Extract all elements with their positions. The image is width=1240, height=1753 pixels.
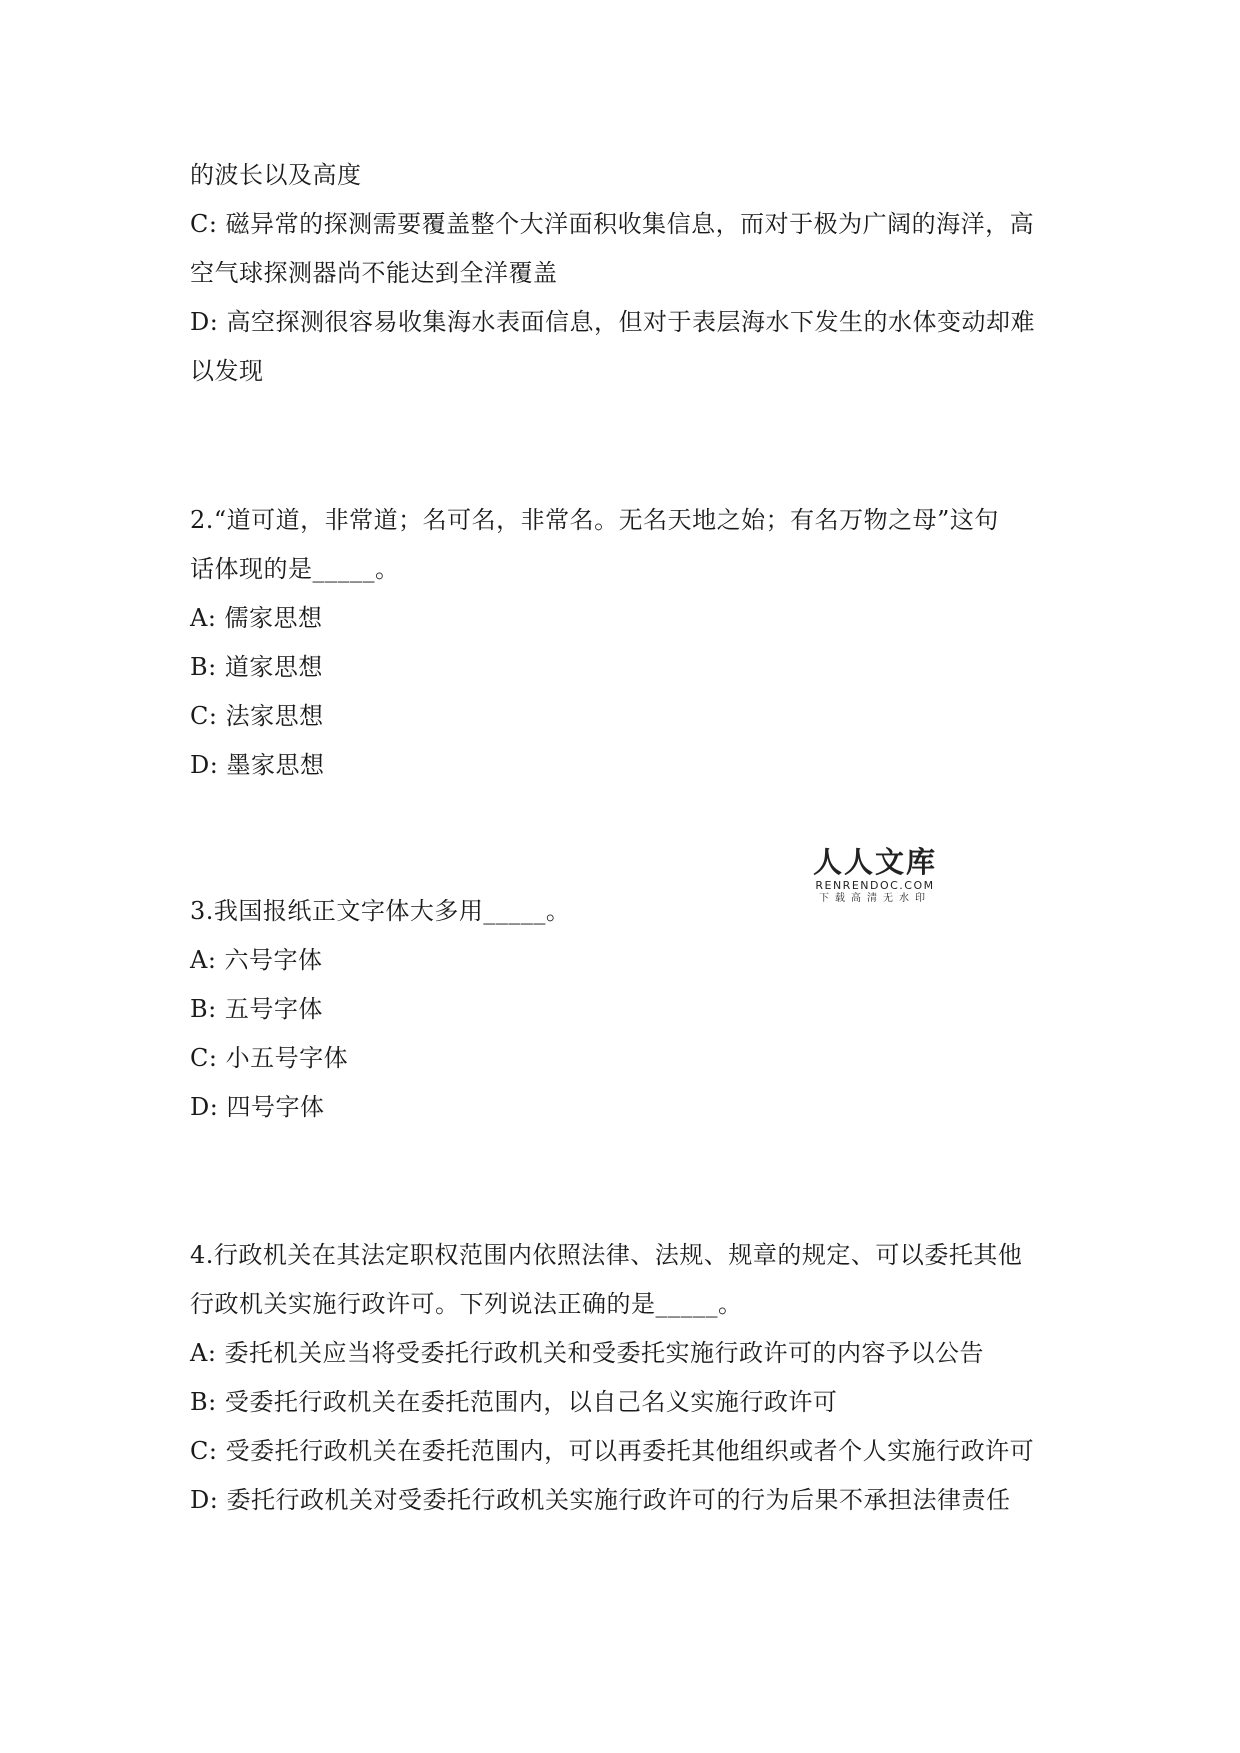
- q4-option-a: A: 委托机关应当将受委托行政机关和受委托实施行政许可的内容予以公告: [190, 1339, 985, 1367]
- q4-option-b: B: 受委托行政机关在委托范围内，以自己名义实施行政许可: [190, 1388, 838, 1416]
- q1-option-d-continuation: 以发现: [190, 357, 264, 385]
- q2-option-c: C: 法家思想: [190, 702, 324, 730]
- q2-option-b: B: 道家思想: [190, 653, 323, 681]
- q3-stem: 3.我国报纸正文字体大多用_____。: [190, 897, 571, 925]
- q2-stem-continuation: 话体现的是_____。: [190, 555, 400, 583]
- watermark-title: 人人文库: [812, 845, 937, 879]
- q3-option-a: A: 六号字体: [190, 946, 323, 974]
- q4-stem: 4.行政机关在其法定职权范围内依照法律、法规、规章的规定、可以委托其他: [190, 1241, 1023, 1269]
- q1-option-b-continuation: 的波长以及高度: [190, 161, 362, 189]
- q3-option-c: C: 小五号字体: [190, 1044, 349, 1072]
- q4-stem-continuation: 行政机关实施行政许可。下列说法正确的是_____。: [190, 1290, 743, 1318]
- q1-option-d: D: 高空探测很容易收集海水表面信息，但对于表层海水下发生的水体变动却难: [190, 308, 1035, 336]
- q1-option-c-continuation: 空气球探测器尚不能达到全洋覆盖: [190, 259, 558, 287]
- watermark-tagline: 下载高清无水印: [819, 893, 931, 904]
- watermark-domain: RENRENDOC.COM: [815, 879, 935, 892]
- q4-option-c: C: 受委托行政机关在委托范围内，可以再委托其他组织或者个人实施行政许可: [190, 1437, 1035, 1465]
- q2-option-a: A: 儒家思想: [190, 604, 323, 632]
- q3-option-d: D: 四号字体: [190, 1093, 325, 1121]
- q1-option-c: C: 磁异常的探测需要覆盖整个大洋面积收集信息，而对于极为广阔的海洋，高: [190, 210, 1035, 238]
- q4-option-d: D: 委托行政机关对受委托行政机关实施行政许可的行为后果不承担法律责任: [190, 1486, 1011, 1514]
- q2-option-d: D: 墨家思想: [190, 751, 325, 779]
- q2-stem: 2.“道可道，非常道；名可名，非常名。无名天地之始；有名万物之母”这句: [190, 506, 999, 534]
- q3-option-b: B: 五号字体: [190, 995, 323, 1023]
